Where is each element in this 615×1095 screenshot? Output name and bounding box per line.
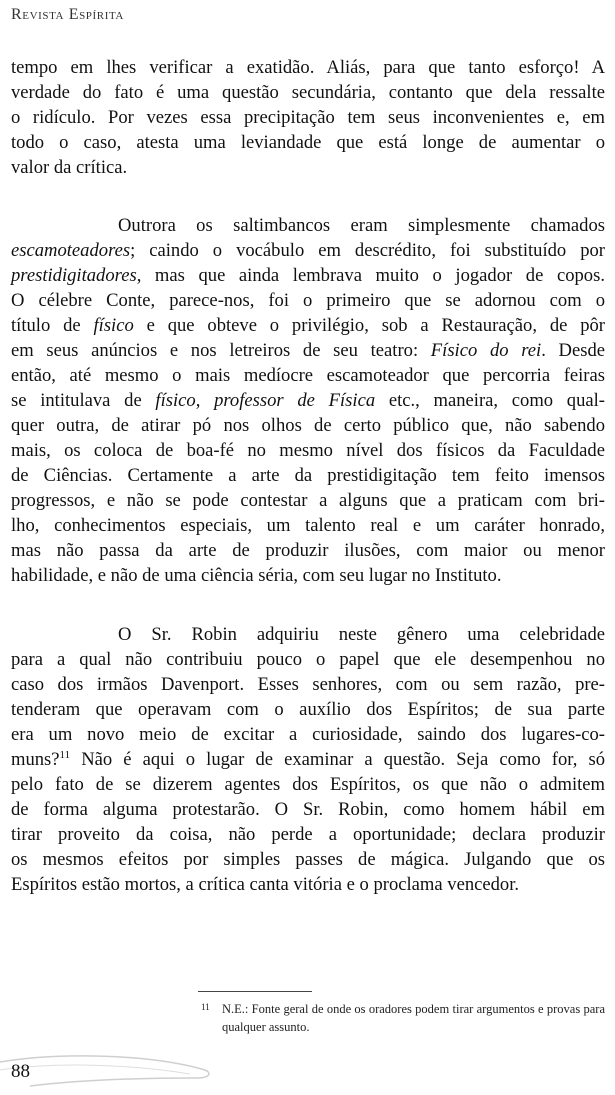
- footnote: [201, 1000, 605, 1036]
- italic-term: escamoteadores: [11, 240, 131, 261]
- text-line: era um novo meio de excitar a curiosidade, saindo dos lugares-co-: [11, 724, 605, 745]
- text-line: mais, os coloca de boa-fé no mesmo nível dos físicos da Faculdade: [11, 440, 605, 461]
- text-line: [11, 747, 605, 772]
- text-line: habilidade, e não de uma ciência séria, com seu lugar no Instituto.: [11, 565, 502, 586]
- text-run: se intitulava de: [11, 390, 156, 411]
- text-line: [11, 263, 605, 288]
- text-line: [11, 338, 605, 363]
- text-line: todo o caso, atesta uma leviandade que está longe de aumentar o: [11, 132, 605, 153]
- text-run: em seus anúncios e nos letreiros de seu teatro:: [11, 340, 431, 361]
- footnote-text: N.E.: Fonte geral de onde os oradores podem tirar argumentos e provas para qualquer assunto.: [222, 1002, 605, 1034]
- text-run: Não é aqui o lugar de examinar a questão. Seja como for, só: [70, 749, 605, 770]
- italic-term: físico: [93, 315, 134, 336]
- text-line: [11, 388, 605, 413]
- text-run: muns?: [11, 749, 60, 770]
- text-line: os mesmos efeitos por simples passes de mágica. Julgando que os: [11, 849, 605, 870]
- italic-term: físico: [155, 390, 196, 411]
- text-line: lho, conhecimentos especiais, um talento real e um caráter honrado,: [11, 515, 605, 536]
- text-line: progressos, e não se pode contestar a alguns que a praticam com bri-: [11, 490, 605, 511]
- italic-term: professor de Física: [214, 390, 376, 411]
- italic-term: Físico do rei: [430, 340, 542, 361]
- footnote-reference[interactable]: 11: [59, 749, 71, 761]
- text-line: de forma alguma protestarão. O Sr. Robin, como homem hábil em: [11, 799, 605, 820]
- text-line: O célebre Conte, parece-nos, foi o primeiro que se adornou com o: [11, 290, 605, 311]
- text-line: [11, 238, 605, 263]
- text-line: então, até mesmo o mais medíocre escamoteador que percorria feiras: [11, 365, 605, 386]
- italic-term: prestidigitadores: [11, 265, 137, 286]
- text-line: quer outra, de atirar pó nos olhos de certo público que, não sabendo: [11, 415, 605, 436]
- footnote-number: 11: [201, 1002, 210, 1012]
- text-run: ; caindo o vocábulo em descrédito, foi substituído por: [130, 240, 605, 261]
- text-line: pelo fato de se dizerem agentes dos Espíritos, os que não o admitem: [11, 774, 605, 795]
- paragraph: [11, 622, 605, 897]
- text-line: tenderam que operavam com o auxílio dos Espíritos; de sua parte: [11, 699, 605, 720]
- text-line: o ridículo. Por vezes essa precipitação tem seus inconvenientes e, em: [11, 107, 605, 128]
- running-header: Revista Espírita: [11, 6, 124, 23]
- text-run: , mas que ainda lembrava muito o jogador de copos.: [136, 265, 605, 286]
- paragraph: [11, 55, 605, 180]
- text-line: [11, 313, 605, 338]
- page-corner-ornament: [0, 1040, 220, 1090]
- text-line: mas não passa da arte de produzir ilusões, com maior ou menor: [11, 540, 605, 561]
- text-run: ,: [195, 390, 215, 411]
- text-line: de Ciências. Certamente a arte da prestidigitação tem feito imensos: [11, 465, 605, 486]
- text-line: para a qual não contribuiu pouco o papel que ele desempenhou no: [11, 649, 605, 670]
- footnote-divider: [198, 991, 312, 992]
- text-line: O Sr. Robin adquiriu neste gênero uma celebridade: [118, 624, 605, 645]
- text-line: valor da crítica.: [11, 157, 128, 178]
- text-line: verdade do fato é uma questão secundária, contanto que dela ressalte: [11, 82, 605, 103]
- text-line: tirar proveito da coisa, não perde a oportunidade; declara produzir: [11, 824, 605, 845]
- text-run: título de: [11, 315, 94, 336]
- text-line: Espíritos estão mortos, a crítica canta vitória e o proclama vencedor.: [11, 874, 520, 895]
- text-run: etc., maneira, como qual-: [375, 390, 606, 411]
- text-line: caso dos irmãos Davenport. Esses senhores, com ou sem razão, pre-: [11, 674, 605, 695]
- text-line: Outrora os saltimbancos eram simplesmente chamados: [118, 215, 605, 236]
- text-run: . Desde: [541, 340, 605, 361]
- page-number: 88: [11, 1061, 30, 1082]
- text-run: e que obteve o privilégio, sob a Restauração, de pôr: [133, 315, 605, 336]
- article-body: [11, 55, 605, 897]
- text-line: tempo em lhes verificar a exatidão. Aliás, para que tanto esforço! A: [11, 57, 605, 78]
- paragraph: [11, 213, 605, 588]
